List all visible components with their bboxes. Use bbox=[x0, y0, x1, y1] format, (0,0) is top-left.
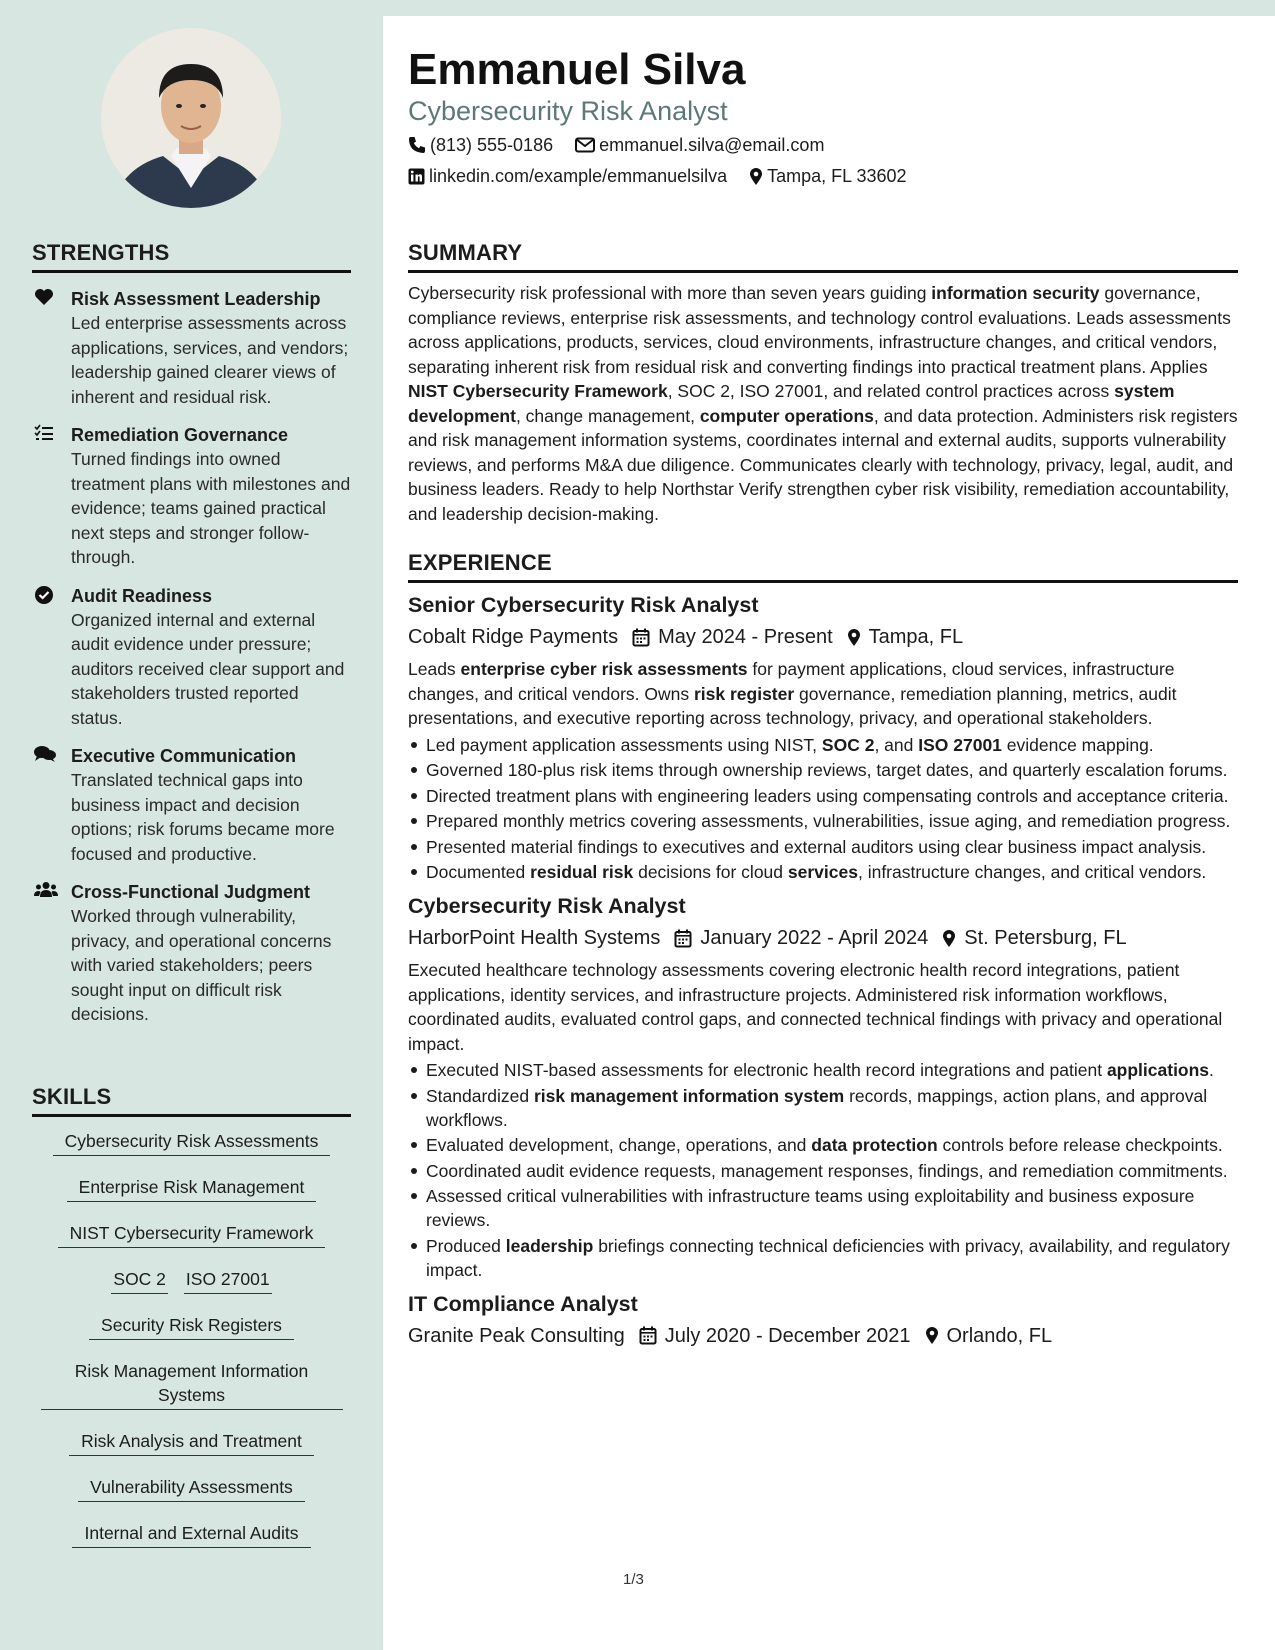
strength-item bbox=[32, 880, 351, 1027]
job-dates: July 2020 - December 2021 bbox=[664, 1324, 911, 1347]
strengths-section bbox=[32, 240, 351, 1027]
job-meta bbox=[408, 623, 1238, 651]
contact-row bbox=[408, 133, 846, 157]
linkedin-icon bbox=[408, 168, 425, 185]
heart-icon bbox=[34, 288, 56, 308]
list-check-icon bbox=[34, 424, 56, 444]
job-title: Cybersecurity Risk Analyst bbox=[408, 894, 686, 918]
skill-item: Risk Analysis and Treatment bbox=[69, 1429, 314, 1456]
map-pin-icon bbox=[749, 167, 763, 186]
skill-item: Security Risk Registers bbox=[89, 1313, 294, 1340]
company-name: Cobalt Ridge Payments bbox=[408, 626, 619, 648]
skill-item: Risk Management Information Systems bbox=[41, 1359, 343, 1410]
skills-list bbox=[32, 1129, 351, 1548]
bullet-item: Documented residual risk decisions for cloud services, infrastructure changes, and critical vendors. bbox=[408, 860, 1238, 884]
strength-desc: Translated technical gaps into business impact and decision options; risk forums became more focused and productive. bbox=[71, 770, 335, 864]
phone-text: (813) 555-0186 bbox=[430, 135, 554, 155]
skills-section bbox=[32, 1084, 351, 1567]
bullet-item: Directed treatment plans with engineering leaders using compensating controls and acceptance criteria. bbox=[408, 784, 1238, 808]
skill-item: Internal and External Audits bbox=[72, 1521, 310, 1548]
phone-icon bbox=[408, 136, 426, 154]
linkedin-link[interactable]: linkedin.com/example/emmanuelsilva bbox=[429, 166, 728, 186]
job-bullets bbox=[408, 733, 1238, 885]
summary-text: Cybersecurity risk professional with more than seven years guiding information security governance, compliance reviews, enterprise risk assessments, and technology control evaluations. Leads assessments across applications, products, services, cloud environments, infrastructure changes, and critical vendors, separating inherent risk from residual risk and converting findings into practical treatment plans. Applies NIST Cybersecurity Framework, SOC 2, ISO 27001, and related control practices across system development, change management, computer operations, and data protection. Administers risk registers and risk management information systems, coordinates internal and external audits, supports vulnerability reviews, and performs M&A due diligence. Communicates clearly with technology, privacy, legal, audit, and business leaders. Ready to help Northstar Verify strengthen cyber risk visibility, remediation accountability, and leadership decision-making. bbox=[408, 283, 1238, 524]
strength-item bbox=[32, 584, 351, 731]
bullet-item: Produced leadership briefings connecting technical deficiencies with privacy, availability, and regulatory impact. bbox=[408, 1234, 1238, 1282]
job-dates: May 2024 - Present bbox=[658, 626, 833, 648]
main-content bbox=[383, 16, 1275, 1650]
strength-desc: Led enterprise assessments across applications, services, and vendors; leadership gained clearer views of inherent and residual risk. bbox=[71, 313, 349, 407]
job-location: Orlando, FL bbox=[946, 1324, 1053, 1347]
email-link[interactable]: emmanuel.silva@email.com bbox=[599, 135, 825, 155]
map-pin-icon bbox=[942, 929, 956, 948]
job-title: Senior Cybersecurity Risk Analyst bbox=[408, 593, 759, 617]
map-pin-icon bbox=[847, 628, 861, 647]
skill-item: NIST Cybersecurity Framework bbox=[58, 1221, 326, 1248]
strength-item bbox=[32, 744, 351, 866]
strength-title: Executive Communication bbox=[71, 746, 297, 766]
envelope-icon bbox=[575, 137, 595, 153]
bullet-item: Led payment application assessments using NIST, SOC 2, and ISO 27001 evidence mapping. bbox=[408, 733, 1238, 757]
bullet-item: Governed 180-plus risk items through ownership reviews, target dates, and quarterly escalation forums. bbox=[408, 758, 1238, 782]
bullet-item: Presented material findings to executives and external auditors using clear business impact analysis. bbox=[408, 835, 1238, 859]
experience-heading: EXPERIENCE bbox=[408, 550, 1238, 583]
bullet-item: Coordinated audit evidence requests, management responses, findings, and remediation commitments. bbox=[408, 1159, 1238, 1183]
job-location: St. Petersburg, FL bbox=[964, 927, 1127, 949]
strength-title: Audit Readiness bbox=[71, 585, 213, 606]
bullet-item: Standardized risk management information system records, mappings, action plans, and approval workflows. bbox=[408, 1084, 1238, 1132]
skill-item: Enterprise Risk Management bbox=[67, 1175, 317, 1202]
strength-item bbox=[32, 423, 351, 570]
strength-item bbox=[32, 287, 351, 409]
bullet-item: Evaluated development, change, operations, and data protection controls before release checkpoints. bbox=[408, 1133, 1238, 1157]
contact-row bbox=[408, 164, 929, 188]
job-intro: Leads enterprise cyber risk assessments for payment applications, cloud services, infrastructure changes, and critical vendors. Owns risk register governance, remediation planning, metrics, audit presentations, and executive reporting across technology, privacy, and operational stakeholders. bbox=[408, 659, 1177, 728]
page-number: 1/3 bbox=[623, 1571, 644, 1588]
calendar-icon bbox=[639, 1326, 657, 1345]
job-entry bbox=[408, 1290, 1238, 1350]
strength-desc: Organized internal and external audit evidence under pressure; auditors received clear support and stakeholders trusted reported status. bbox=[71, 609, 345, 728]
skill-item: ISO 27001 bbox=[184, 1267, 272, 1294]
calendar-icon bbox=[674, 929, 692, 948]
job-entry bbox=[408, 892, 1238, 1282]
skill-item: SOC 2 bbox=[111, 1267, 168, 1294]
strength-title: Cross-Functional Judgment bbox=[71, 882, 311, 902]
company-name: Granite Peak Consulting bbox=[408, 1324, 625, 1347]
job-dates: January 2022 - April 2024 bbox=[700, 927, 929, 949]
company-name: HarborPoint Health Systems bbox=[408, 927, 661, 949]
summary-section bbox=[408, 240, 1238, 526]
job-intro: Executed healthcare technology assessments covering electronic health record integrations, patient applications, identity services, and infrastructure projects. Administered risk information workflows, coordinated audits, evaluated control gaps, and connected technical findings with privacy and operational impact. bbox=[408, 960, 1223, 1054]
person-title: Cybersecurity Risk Analyst bbox=[408, 96, 728, 126]
users-icon bbox=[34, 881, 56, 901]
comments-icon bbox=[34, 745, 56, 765]
skills-heading: SKILLS bbox=[32, 1084, 351, 1117]
skill-item: Cybersecurity Risk Assessments bbox=[53, 1129, 331, 1156]
calendar-icon bbox=[632, 628, 650, 647]
map-pin-icon bbox=[925, 1326, 939, 1345]
avatar bbox=[101, 28, 281, 208]
location-text: Tampa, FL 33602 bbox=[767, 166, 907, 186]
strength-desc: Turned findings into owned treatment plans with milestones and evidence; teams gained practical next steps and stronger follow-through. bbox=[71, 449, 351, 567]
job-meta bbox=[408, 924, 1238, 952]
sidebar bbox=[0, 0, 383, 1650]
summary-heading: SUMMARY bbox=[408, 240, 1238, 273]
strength-title: Risk Assessment Leadership bbox=[71, 289, 321, 309]
job-meta bbox=[408, 1322, 1238, 1350]
bullet-item: Assessed critical vulnerabilities with infrastructure teams using exploitability and business exposure reviews. bbox=[408, 1184, 1238, 1232]
strength-title: Remediation Governance bbox=[71, 425, 289, 445]
job-entry bbox=[408, 591, 1238, 884]
job-location: Tampa, FL bbox=[868, 626, 964, 648]
experience-section bbox=[408, 550, 1238, 1350]
check-circle-icon bbox=[34, 585, 56, 605]
job-title: IT Compliance Analyst bbox=[408, 1291, 638, 1316]
person-name: Emmanuel Silva bbox=[408, 45, 746, 94]
strength-desc: Worked through vulnerability, privacy, and operational concerns with varied stakeholders; peers sought input on difficult risk decisions. bbox=[71, 906, 332, 1024]
bullet-item: Prepared monthly metrics covering assessments, vulnerabilities, issue aging, and remediation progress. bbox=[408, 809, 1238, 833]
job-bullets bbox=[408, 1058, 1238, 1282]
strengths-heading: STRENGTHS bbox=[32, 240, 351, 273]
skill-item: Vulnerability Assessments bbox=[78, 1475, 305, 1502]
bullet-item: Executed NIST-based assessments for electronic health record integrations and patient applications. bbox=[408, 1058, 1238, 1082]
